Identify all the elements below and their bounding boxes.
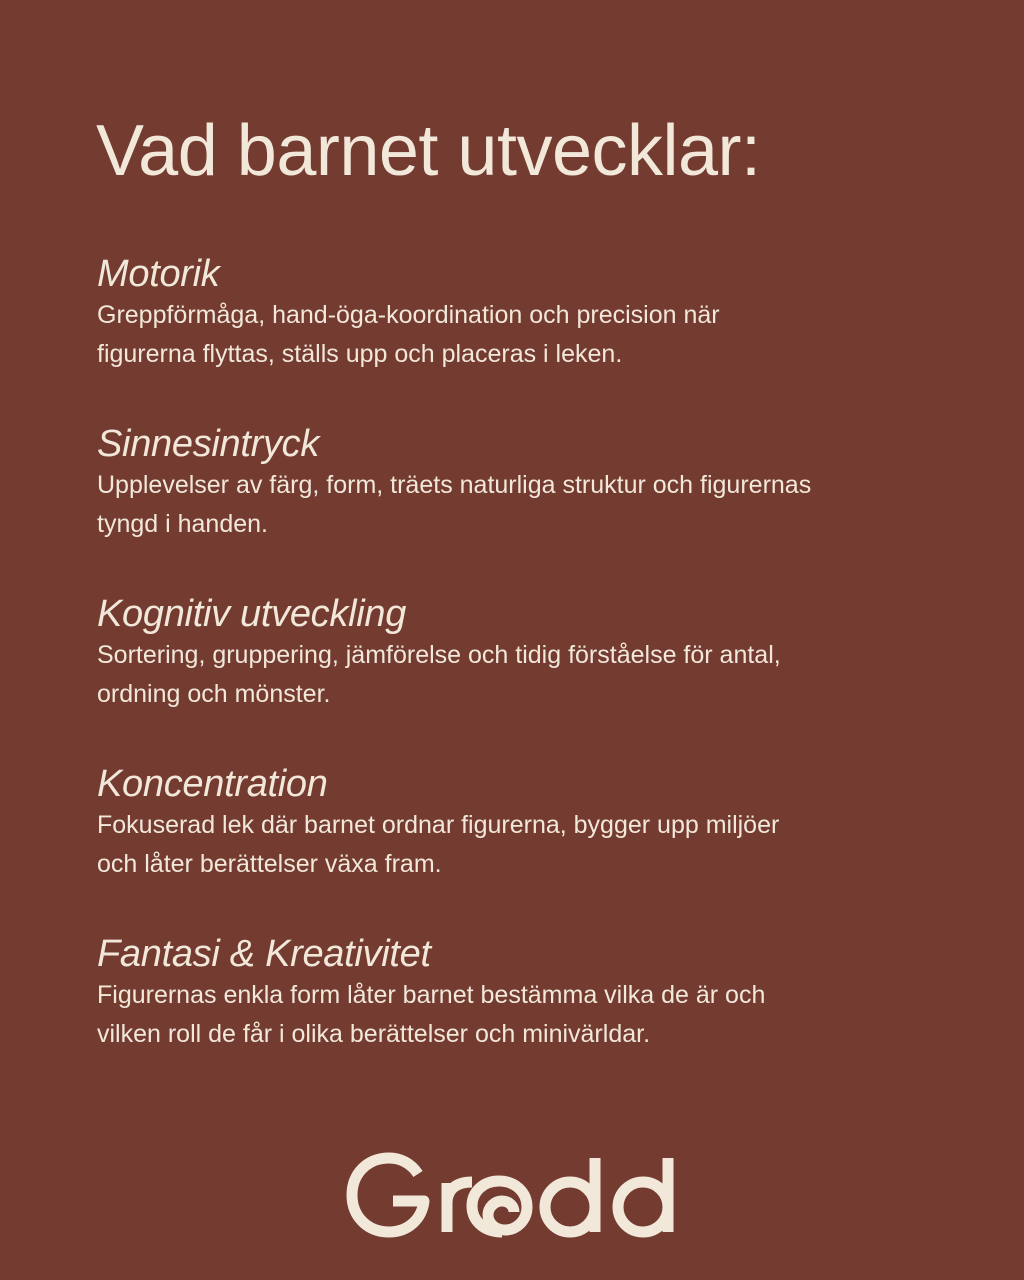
section-text: [97, 976, 947, 1054]
development-sections: [97, 252, 947, 1102]
section-text: [97, 296, 947, 374]
section-text-line: tyngd i handen.: [97, 510, 268, 538]
section-kognitiv-utveckling: [97, 592, 947, 714]
section-text: [97, 466, 947, 544]
section-text-line: ordning och mönster.: [97, 680, 331, 708]
section-koncentration: [97, 762, 947, 884]
section-text-line: Fokuserad lek där barnet ordnar figurerna, bygger upp miljöer: [97, 811, 780, 839]
section-text: [97, 636, 947, 714]
section-text-line: Sortering, gruppering, jämförelse och tidig förståelse för antal,: [97, 641, 781, 669]
section-text-line: figurerna flyttas, ställs upp och placeras i leken.: [97, 340, 623, 368]
section-heading: Koncentration: [97, 763, 328, 805]
section-motorik: [97, 252, 947, 374]
section-text-line: vilken roll de får i olika berättelser och minivärldar.: [97, 1020, 651, 1048]
section-heading: Fantasi & Kreativitet: [97, 933, 431, 975]
section-heading: Motorik: [97, 253, 220, 295]
section-heading: Sinnesintryck: [97, 423, 320, 465]
section-heading: Kognitiv utveckling: [97, 593, 407, 635]
section-text-line: Figurernas enkla form låter barnet bestämma vilka de är och: [97, 981, 766, 1009]
section-sinnesintryck: [97, 422, 947, 544]
page-title: Vad barnet utvecklar:: [96, 111, 761, 191]
section-text-line: Greppförmåga, hand-öga-koordination och precision när: [97, 301, 720, 329]
section-text-line: och låter berättelser växa fram.: [97, 850, 442, 878]
section-fantasi-kreativitet: [97, 932, 947, 1054]
section-text: [97, 806, 947, 884]
grodd-logo: [346, 1150, 678, 1240]
section-text-line: Upplevelser av färg, form, träets naturliga struktur och figurernas: [97, 471, 812, 499]
